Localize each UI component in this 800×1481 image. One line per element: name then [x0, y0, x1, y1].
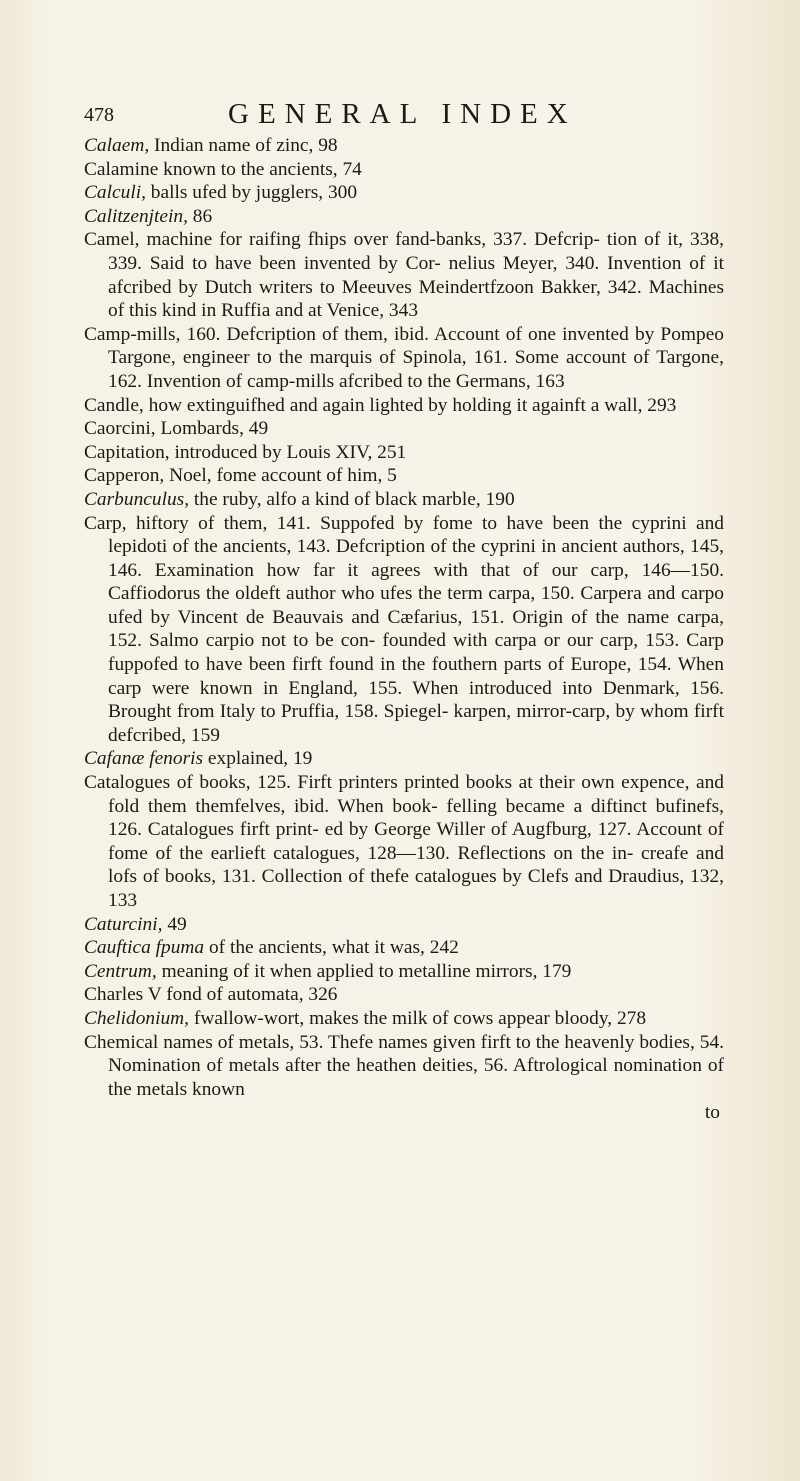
index-entry [84, 960, 724, 984]
index-entry [84, 134, 724, 158]
index-entry [84, 488, 724, 512]
entry-text: of the ancients, what it was, 242 [204, 937, 459, 959]
entry-term: Centrum, [84, 960, 157, 982]
entry-term: Calitzenjtein, [84, 205, 188, 227]
entry-text: meaning of it when applied to metalline mirrors, 179 [156, 960, 572, 982]
entry-text: Camp-mills, 160. Defcription of them, ibid. Account of one invented by Pompeo Targone, engineer to the marquis of Spinola, 161. Some account of Targone, 162. Invention of camp-mills afcribed to the Germans, 163 [84, 323, 724, 392]
entry-text: explained, 19 [203, 748, 313, 770]
entry-term: Calaem, [84, 135, 150, 156]
entry-text: Indian name of zinc, 98 [149, 135, 338, 156]
index-entry [84, 228, 724, 322]
running-head: GENERAL INDEX [228, 98, 577, 130]
index-entry [84, 512, 724, 748]
entry-text: Caorcini, Lombards, 49 [84, 418, 269, 440]
index-entry [84, 771, 724, 913]
entry-text: 49 [162, 913, 187, 935]
entry-term: Carbunculus, [84, 488, 190, 510]
index-entry [84, 913, 724, 937]
index-entry [84, 936, 724, 960]
index-entry [84, 1031, 724, 1102]
index-entries [84, 134, 724, 1125]
entry-text: Charles V fond of automata, 326 [84, 984, 338, 1006]
index-entry [84, 181, 724, 205]
entry-text: Capitation, introduced by Louis XIV, 251 [84, 441, 407, 463]
entry-text: Camel, machine for raifing fhips over fand-banks, 337. Defcrip- tion of it, 338, 339. Said to have been invented by Cor- nelius Meyer, 340. Invention of it afcribed by Dutch writers to Meeuves Meindertfzoon Bakker, 342. Machines of this kind in Ruffia and at Venice, 343 [84, 229, 724, 322]
entry-text: the ruby, alfo a kind of black marble, 190 [189, 488, 515, 510]
index-entry [84, 983, 724, 1007]
entry-text: Catalogues of books, 125. Firft printers printed books at their own expence, and fold them themfelves, ibid. When book- felling became a diftinct bufinefs, 126. Catalogues firft print- ed by George Willer of Augfburg, 127. Account of fome of the earlieft catalogues, 128—130. Reflections on the in- creafe and lofs of books, 131. Collection of thefe catalogues by Clefs and Draudius, 132, 133 [84, 772, 724, 911]
page-number: 478 [84, 104, 114, 126]
page-header [84, 98, 724, 132]
entry-term: Cafanæ fenoris [84, 748, 204, 770]
entry-text: balls ufed by jugglers, 300 [145, 182, 358, 204]
catchword: to [704, 1102, 720, 1124]
index-entry [84, 464, 724, 488]
index-entry [84, 441, 724, 465]
entry-text: Candle, how extinguifhed and again lighted by holding it againft a wall, 293 [84, 394, 677, 416]
entry-text: Chemical names of metals, 53. Thefe names given firft to the heavenly bodies, 54. Nomination of metals after the heathen deities, 56. Aftrological nomination of the metals known [84, 1031, 724, 1100]
entry-term: Caturcini, [84, 913, 163, 935]
index-entry [84, 323, 724, 394]
index-entry [84, 205, 724, 229]
index-entry [84, 1007, 724, 1031]
index-entry [84, 158, 724, 182]
entry-text: 86 [187, 205, 213, 227]
entry-text: Calamine known to the ancients, 74 [84, 158, 362, 180]
index-entry [84, 394, 724, 418]
entry-text: Carp, hiftory of them, 141. Suppofed by fome to have been the cyprini and lepidoti of the ancients, 143. Defcription of the cyprini in ancient authors, 145, 146. Examination how far it agrees with that of our carp, 146—150. Caffiodorus the oldeft author who ufes the term carpa, 150. Carpera and carpo ufed by Vincent de Beauvais and Cæfarius, 151. Origin of the name carpa, 152. Salmo carpio not to be con- founded with carpa or our carp, 153. Carp fuppofed to have been firft found in the fouthern parts of Europe, 154. When carp were known in England, 155. When introduced into Denmark, 156. Brought from Italy to Pruffia, 158. Spiegel- karpen, mirror-carp, by whom firft defcribed, 159 [84, 512, 724, 746]
entry-term: Chelidonium, [84, 1007, 190, 1029]
index-entry [84, 747, 724, 771]
index-entry [84, 417, 724, 441]
entry-text: fwallow-wort, makes the milk of cows appear bloody, 278 [189, 1007, 647, 1029]
entry-term: Calculi, [84, 182, 146, 204]
entry-text: Capperon, Noel, fome account of him, 5 [84, 465, 397, 487]
entry-term: Cauftica fpuma [84, 937, 205, 959]
